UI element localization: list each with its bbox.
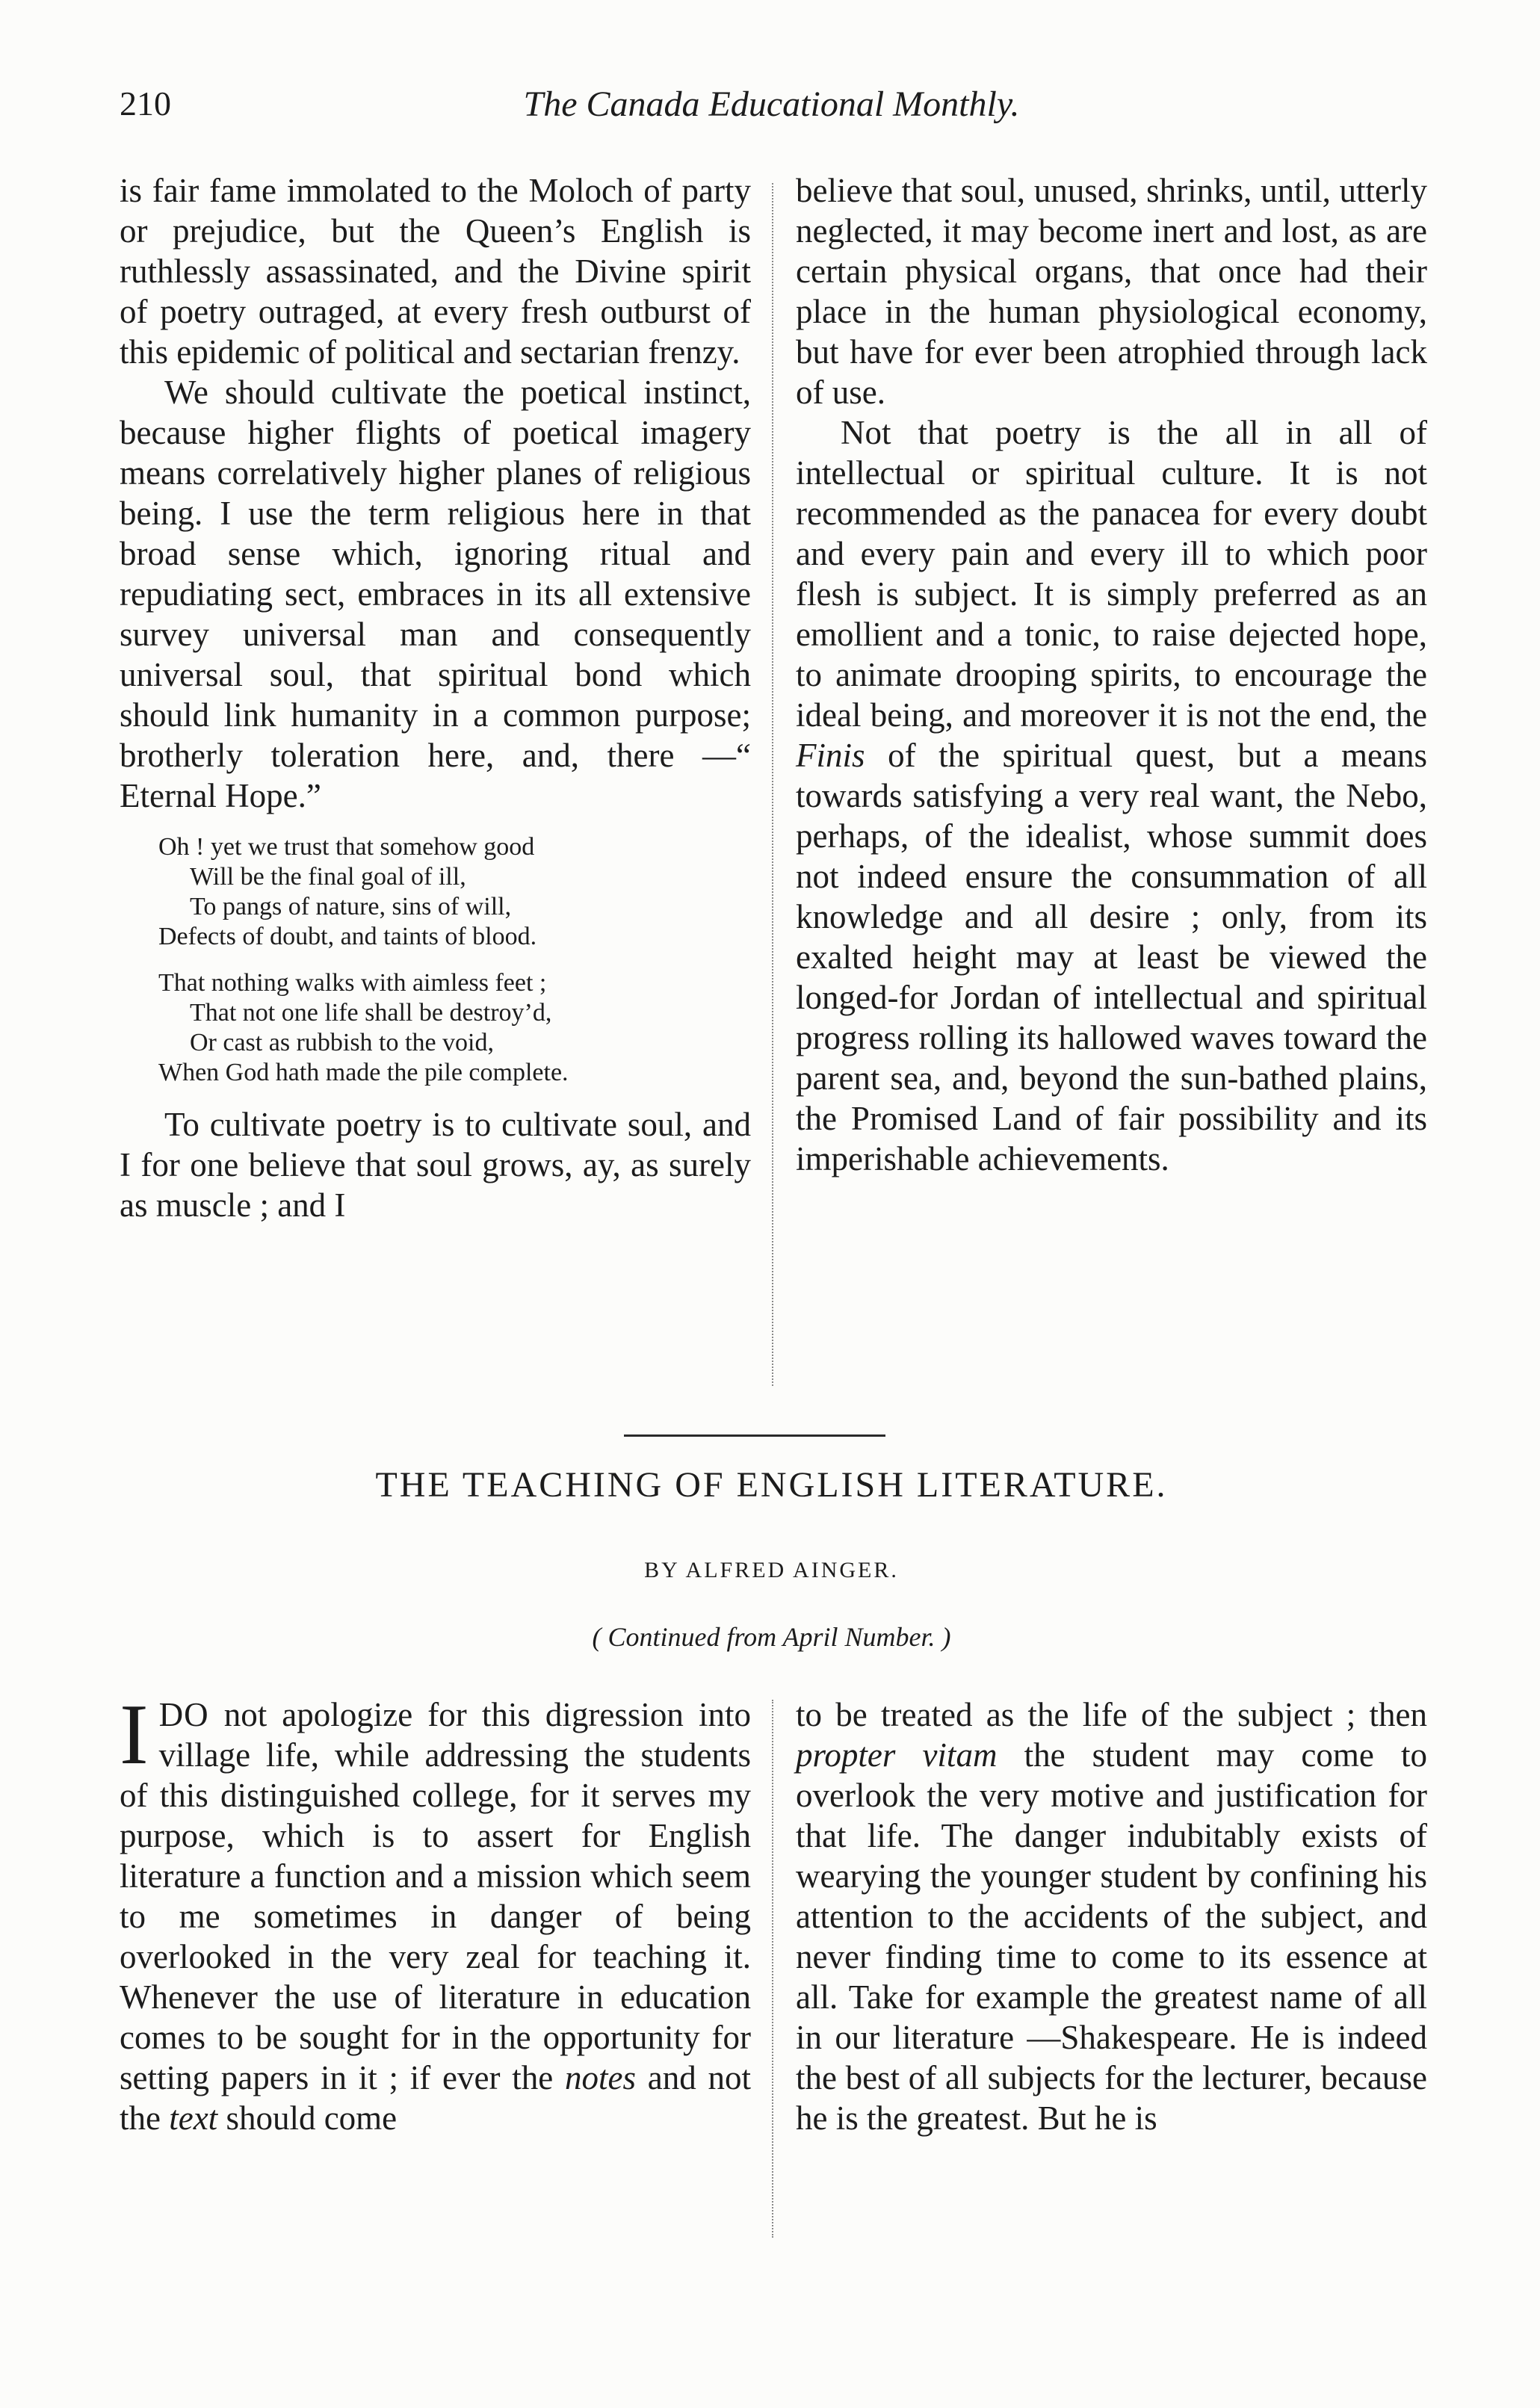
italic-word: notes	[564, 2059, 636, 2096]
column-divider	[772, 183, 773, 1386]
page-number: 210	[120, 84, 171, 123]
top-right-column	[796, 170, 1427, 1179]
text-run: Not that poetry is the all in all of intellectual or spiritual culture. It is not recommended as the panacea for every doubt and every pain and every ill to which poor flesh is subject. It is simply preferred as an emollient and a tonic, to raise dejected hope, to animate drooping spirits, to encourage the ideal being, and moreover it is not the end, the	[796, 414, 1427, 734]
poem-line: To pangs of nature, sins of will,	[190, 893, 512, 920]
journal-title: The Canada Educational Monthly.	[523, 84, 1020, 124]
text-run: of the spiritual quest, but a means towards satisfying a very real want, the Nebo, perhaps, of the idealist, whose summit does not indeed ensure the consummation of all knowledge and all desire ; only, from its exalted height may at least be viewed the longed-for Jordan of intellectual and spiritual progress rolling its hallowed waves toward the parent sea, and, beyond the sun-bathed plains, the Promised Land of fair possibility and its imperishable achievements.	[796, 737, 1428, 1177]
italic-word: text	[169, 2099, 218, 2137]
paragraph	[120, 1687, 751, 2138]
poem-line: That nothing walks with aimless feet ;	[158, 969, 547, 997]
paragraph: To cultivate poetry is to cultivate soul, and I for one believe that soul grows, ay, as surely as muscle ; and I	[120, 1106, 751, 1224]
poem-line: That not one life shall be destroy’d,	[190, 999, 552, 1027]
bottom-right-column	[796, 1694, 1427, 2138]
poem-line: Or cast as rubbish to the void,	[190, 1029, 494, 1056]
poem-quotation	[158, 832, 751, 1088]
continued-note: ( Continued from April Number. )	[592, 1622, 951, 1652]
text-run: and not the	[120, 2059, 751, 2137]
column-divider	[772, 1700, 773, 2238]
section-rule	[624, 1434, 885, 1437]
paragraph: believe that soul, unused, shrinks, until, utterly neglected, it may become inert and lost, as are certain physical organs, that once had their place in the human physiological economy, but have for ever been atrophied through lack of use.	[796, 172, 1427, 411]
drop-cap: I	[120, 1687, 149, 1783]
poem-line: When God hath made the pile complete.	[158, 1059, 569, 1086]
paragraph	[796, 1694, 1427, 2138]
first-word: DO	[158, 1696, 209, 1733]
text-run: not apologize for this digression into village life, while addressing the students of this distinguished college, for it serves my purpose, which is to assert for English literature a function and a mission which seem to me sometimes in danger of being overlooked in the very zeal for teaching it. Whenever the use of literature in education comes to be sought for in the opportunity for setting papers in it ; if ever the	[120, 1696, 751, 2096]
poem-line: Defects of doubt, and taints of blood.	[158, 923, 537, 950]
poem-line: Oh ! yet we trust that somehow good	[158, 833, 535, 861]
text-run: to be treated as the life of the subject ; then	[796, 1696, 1427, 1733]
paragraph: We should cultivate the poetical instinct, because higher flights of poetical imagery means correlatively higher planes of religious being. I use the term religious here in that broad sense which, ignoring ritual and repudiating sect, embraces in its all extensive survey universal man and consequently universal soul, that spiritual bond which should link humanity in a common purpose; brotherly toleration here, and, there —“ Eternal Hope.”	[120, 374, 751, 814]
paragraph	[796, 412, 1427, 1179]
poem-stanza	[158, 832, 751, 952]
bottom-left-column	[120, 1687, 751, 2138]
page-header	[120, 84, 1423, 136]
italic-phrase: propter vitam	[796, 1736, 998, 1774]
italic-word: Finis	[796, 737, 865, 774]
poem-stanza	[158, 968, 751, 1088]
paragraph: is fair fame immolated to the Moloch of party or prejudice, but the Queen’s English is ruthlessly assassinated, and the Divine spirit of poetry outraged, at every fresh outburst of this epidemic of political and sectarian frenzy.	[120, 172, 751, 371]
top-left-column	[120, 170, 751, 1225]
text-run: should come	[217, 2099, 398, 2137]
article-title: THE TEACHING OF ENGLISH LITERATURE.	[375, 1465, 1168, 1505]
article-byline: BY ALFRED AINGER.	[644, 1558, 899, 1582]
text-run: the student may come to overlook the very motive and justification for that life. The danger indubitably exists of wearying the younger student by confining his attention to the accidents of the subject, and never finding time to come to its essence at all. Take for example the greatest name of all in our literature —Shakespeare. He is indeed the best of all subjects for the lecturer, because he is the greatest. But he is	[796, 1736, 1427, 2137]
poem-line: Will be the final goal of ill,	[190, 863, 466, 891]
